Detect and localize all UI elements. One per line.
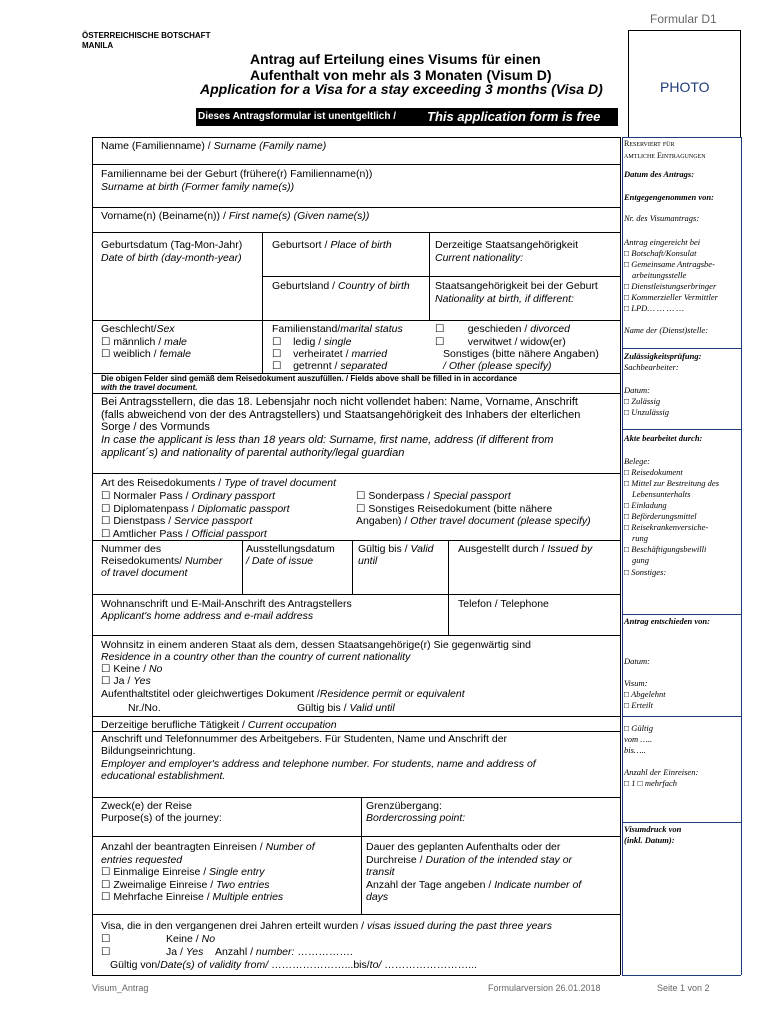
doc-diplomatic-checkbox[interactable]: ☐ Diplomatenpass / Diplomatic passport — [101, 503, 290, 515]
sidebar-sticker-1: Visumdruck von — [624, 824, 682, 834]
title-de-1: Antrag auf Erteilung eines Visums für einen — [250, 51, 541, 67]
minor-label-de-3: Sorge / des Vormunds — [101, 421, 210, 433]
sidebar-lpd-checkbox[interactable]: □ LPD… … … … — [624, 303, 684, 313]
docno-label-3: of travel document — [101, 567, 188, 579]
doc-special-checkbox[interactable]: ☐ Sonderpass / Special passport — [356, 490, 511, 502]
nationality-label-de: Derzeitige Staatsangehörigkeit — [435, 239, 579, 251]
employer-label-en-2: educational establishment. — [101, 770, 226, 782]
permit-valid-label: Gültig bis / Valid until — [297, 702, 395, 714]
issue-date-input[interactable] — [243, 568, 351, 593]
phone-input[interactable] — [449, 611, 619, 634]
sidebar-valid-checkbox[interactable]: □ Gültig — [624, 723, 653, 733]
sidebar-joint-centre-checkbox[interactable]: □ Gemeinsame Antragsbe- — [624, 259, 715, 269]
address-input[interactable] — [93, 623, 447, 634]
sidebar-date: Datum: — [624, 385, 650, 395]
sidebar-admissible-checkbox[interactable]: □ Zulässig — [624, 396, 661, 406]
residence-yes-checkbox[interactable]: ☐ Ja / Yes — [101, 675, 151, 687]
marital-single-checkbox[interactable]: ☐ ledig / single — [272, 336, 352, 348]
duration-label-2: Durchreise / Duration of the intended stay or — [366, 854, 573, 866]
residence-no-checkbox[interactable]: ☐ Keine / No — [101, 663, 163, 675]
issue-date-label-1: Ausstellungsdatum — [246, 543, 335, 555]
sidebar-doc-insurance-checkbox[interactable]: □ Reisekrankenversiche- — [624, 522, 709, 532]
employer-label-en-1: Employer and employer's address and telephone number. For students, name and address of — [101, 758, 536, 770]
birthname-input[interactable] — [93, 194, 619, 206]
address-label-de: Wohnanschrift und E-Mail-Anschrift des Antragstellers — [101, 598, 352, 610]
doc-other-label-2: Angaben) / Other travel document (please specify) — [356, 515, 591, 527]
days-input[interactable] — [362, 904, 619, 913]
permit-label: Aufenthaltstitel oder gleichwertiges Dokument /Residence permit or equivalent — [101, 688, 465, 700]
dob-label-en: Date of birth (day-month-year) — [101, 252, 242, 264]
minor-label-de-2: (falls abweichend von der des Antragstellers) und Staatsangehörigkeit des Inhabers der elterlichen — [101, 409, 581, 421]
entry-two-checkbox[interactable]: ☐ Zweimalige Einreise / Two entries — [101, 879, 270, 891]
surname-label: Name (Familienname) / Surname (Family name) — [101, 140, 327, 152]
form-id: Formular D1 — [650, 12, 717, 26]
address-label-en: Applicant's home address and e-mail address — [101, 610, 314, 622]
doc-ordinary-checkbox[interactable]: ☐ Normaler Pass / Ordinary passport — [101, 490, 275, 502]
sidebar-documents: Belege: — [624, 456, 650, 466]
days-label: Anzahl der Tage angeben / Indicate number of — [366, 879, 582, 891]
sidebar-decided-by: Antrag entschieden von: — [624, 616, 710, 626]
doc-official-checkbox[interactable]: ☐ Amtlicher Pass / Official passport — [101, 528, 267, 540]
free-banner-en: This application form is free — [427, 109, 601, 124]
docno-label-2: Reisedokuments/ Number — [101, 555, 223, 567]
sidebar-embassy-checkbox[interactable]: □ Botschaft/Konsulat — [624, 248, 697, 258]
minor-label-de-1: Bei Antragsstellern, die das 18. Lebensjahr noch nicht vollendet haben: Name, Vorname, Anschrift — [101, 396, 578, 408]
sidebar-doc-travel-checkbox[interactable]: □ Reisedokument — [624, 467, 683, 477]
sidebar-valid-to: bis….. — [624, 745, 646, 755]
birthname-label-de: Familienname bei der Geburt (frühere(r) Familienname(n)) — [101, 168, 373, 180]
sidebar-doc-other-checkbox[interactable]: □ Sonstiges: — [624, 567, 667, 577]
employer-label-de-1: Anschrift und Telefonnummer des Arbeitgebers. Für Studenten, Name und Anschrift der — [101, 733, 508, 745]
prev-visa-no-label: Keine / No — [166, 933, 216, 945]
dob-label-de: Geburtsdatum (Tag-Mon-Jahr) — [101, 239, 243, 251]
guardian-input[interactable] — [93, 460, 619, 472]
prev-visa-yes-label: Ja / Yes Anzahl / number: ……………. — [166, 946, 353, 958]
sidebar-reserved-1: Reserviert für — [624, 139, 675, 148]
nationality-input[interactable] — [430, 265, 619, 275]
sidebar-entries-checkbox[interactable]: □ 1 □ mehrfach — [624, 778, 677, 788]
footer-form-name: Visum_Antrag — [92, 983, 149, 993]
valid-until-label-2: until — [358, 555, 378, 567]
doc-service-checkbox[interactable]: ☐ Dienstpass / Service passport — [101, 515, 253, 527]
sex-label: Geschlecht/Sex — [101, 323, 175, 335]
phone-label: Telefon / Telephone — [458, 598, 549, 610]
marital-other-label-en: / Other (please specify) — [443, 360, 552, 372]
valid-until-input[interactable] — [353, 568, 447, 593]
sidebar-office-name: Name der (Dienst)stelle: — [624, 325, 709, 335]
occupation-label: Derzeitige berufliche Tätigkeit / Current occupation — [101, 719, 337, 731]
sidebar-submitted-at: Antrag eingereicht bei — [624, 237, 701, 247]
birthname-label-en: Surname at birth (Former family name(s)) — [101, 181, 295, 193]
footer-page: Seite 1 von 2 — [657, 983, 710, 993]
prev-visa-yes-checkbox[interactable]: ☐ — [101, 946, 111, 958]
issue-date-label-2: / Date of issue — [246, 555, 314, 567]
nationality-label-en: Current nationality: — [435, 252, 524, 264]
entry-single-checkbox[interactable]: ☐ Einmalige Einreise / Single entry — [101, 866, 265, 878]
embassy-city: MANILA — [82, 41, 114, 50]
travel-doc-type-label: Art des Reisedokuments / Type of travel document — [101, 477, 337, 489]
minor-label-en-1: In case the applicant is less than 18 years old: Surname, first name, address (if different from — [101, 434, 554, 446]
issued-by-input[interactable] — [449, 556, 619, 593]
entry-multiple-checkbox[interactable]: ☐ Mehrfache Einreise / Multiple entries — [101, 891, 284, 903]
days-label-2: days — [366, 891, 389, 903]
border-input[interactable] — [362, 825, 619, 835]
purpose-input[interactable] — [93, 825, 360, 835]
free-banner-de: Dieses Antragsformular ist unentgeltlich / — [198, 111, 397, 122]
entries-label: Anzahl der beantragten Einreisen / Number of — [101, 841, 315, 853]
entries-label-2: entries requested — [101, 854, 183, 866]
docno-input[interactable] — [93, 580, 241, 593]
sidebar-application-number: Nr. des Visumantrags: — [624, 213, 700, 223]
sidebar-joint-centre-label: arbeitungsstelle — [632, 270, 687, 280]
sidebar-doc-means-label: Lebensunterhalts — [632, 489, 691, 499]
marital-divorced-checkbox[interactable]: ☐ geschieden / divorced — [435, 323, 570, 335]
sidebar-valid-from: vom ….. — [624, 734, 653, 744]
valid-until-label: Gültig bis / Valid — [358, 543, 434, 555]
marital-other-checkbox[interactable]: Sonstiges (bitte nähere Angaben) — [443, 348, 599, 360]
doc-other-checkbox[interactable]: ☐ Sonstiges Reisedokument (bitte nähere — [356, 503, 553, 515]
sidebar-inadmissible-checkbox[interactable]: □ Unzulässig — [624, 407, 670, 417]
sidebar-doc-means-checkbox[interactable]: □ Mittel zur Bestreitung des — [624, 478, 720, 488]
prev-visa-label: Visa, die in den vergangenen drei Jahren erteilt wurden / visas issued during the past three years — [101, 920, 553, 932]
permit-number-label: Nr./No. — [128, 702, 161, 714]
minor-label-en-2: applicant´s) and nationality of parental authority/legal guardian — [101, 447, 405, 459]
issued-by-label: Ausgestellt durch / Issued by — [458, 543, 593, 555]
border-label-de: Grenzübergang: — [366, 800, 442, 812]
marital-label: Familienstand/marital status — [272, 323, 403, 335]
travel-doc-note-1: Die obigen Felder sind gemäß dem Reisedokument auszufüllen. / Fields above shall be filled in in accordance — [101, 374, 518, 383]
travel-doc-note-2: with the travel document. — [101, 383, 198, 392]
sidebar-date-2: Datum: — [624, 656, 650, 666]
sidebar-sticker-2: (inkl. Datum): — [624, 835, 675, 845]
sidebar-visa: Visum: — [624, 678, 648, 688]
title-en: Application for a Visa for a stay exceeding 3 months (Visa D) — [200, 81, 603, 97]
sidebar-doc-insurance-label: rung — [632, 533, 649, 543]
marital-widow-checkbox[interactable]: ☐ verwitwet / widow(er) — [435, 336, 566, 348]
residence-label-de: Wohnsitz in einem anderen Staat als dem, dessen Staatsangehörige(r) Sie gegenwärtig sind — [101, 639, 531, 651]
sidebar-officer: Sachbearbeiter: — [624, 362, 679, 372]
nationality-birth-input[interactable] — [430, 306, 619, 319]
free-banner — [196, 108, 618, 126]
border-label-en: Bordercrossing point: — [366, 812, 466, 824]
purpose-label-de: Zweck(e) der Reise — [101, 800, 193, 812]
docno-label-1: Nummer des — [101, 543, 162, 555]
pob-input[interactable] — [263, 252, 428, 275]
duration-label-3: transit — [366, 866, 395, 878]
surname-input[interactable] — [93, 152, 619, 163]
sex-female-checkbox[interactable]: ☐ weiblich / female — [101, 348, 191, 360]
sidebar-admissibility: Zulässigkeitsprüfung: — [624, 351, 702, 361]
sidebar-doc-transport-checkbox[interactable]: □ Beförderungsmittel — [624, 511, 697, 521]
photo-label: PHOTO — [660, 79, 710, 95]
photo-box[interactable] — [628, 30, 741, 138]
employer-label-de-2: Bildungseinrichtung. — [101, 745, 196, 757]
sidebar-refused-checkbox[interactable]: □ Abgelehnt — [624, 689, 666, 699]
sidebar-file-handled-by: Akte bearbeitet durch: — [624, 433, 703, 443]
firstname-input[interactable] — [93, 222, 619, 231]
marital-married-checkbox[interactable]: ☐ verheiratet / married — [272, 348, 388, 360]
duration-label-1: Dauer des geplanten Aufenthalts oder der — [366, 841, 561, 853]
residence-label-en: Residence in a country other than the country of current nationality — [101, 651, 411, 663]
nationality-birth-label-de: Staatsangehörigkeit bei der Geburt — [435, 280, 598, 292]
prev-visa-no-checkbox[interactable]: ☐ — [101, 933, 111, 945]
purpose-label-en: Purpose(s) of the journey: — [101, 812, 222, 824]
cob-label: Geburtsland / Country of birth — [272, 280, 410, 292]
sidebar-doc-invitation-checkbox[interactable]: □ Einladung — [624, 500, 667, 510]
marital-separated-checkbox[interactable]: ☐ getrennt / separated — [272, 360, 388, 372]
title-de-2: Aufenthalt von mehr als 3 Monaten (Visum D) — [250, 67, 552, 83]
sidebar-intermediary-checkbox[interactable]: □ Kommerzieller Vermittler — [624, 292, 718, 302]
embassy-name: ÖSTERREICHISCHE BOTSCHAFT — [82, 31, 211, 40]
employer-input[interactable] — [93, 783, 619, 796]
pob-label: Geburtsort / Place of birth — [272, 239, 392, 251]
sidebar-date-application: Datum des Antrags: — [624, 169, 695, 179]
firstname-label: Vorname(n) (Beiname(n)) / First name(s) (Given name(s)) — [101, 210, 370, 222]
sidebar-issued-checkbox[interactable]: □ Erteilt — [624, 700, 653, 710]
sidebar-reserved-2: amtliche Eintragungen — [624, 151, 706, 160]
sidebar-received-by: Entgegengenommen von: — [624, 192, 714, 202]
sex-male-checkbox[interactable]: ☐ männlich / male — [101, 336, 187, 348]
sidebar-entries: Anzahl der Einreisen: — [624, 767, 699, 777]
nationality-birth-label-en: Nationality at birth, if different: — [435, 293, 574, 305]
sidebar-doc-employment-label: gung — [632, 555, 649, 565]
sidebar-provider-checkbox[interactable]: □ Dienstleistungserbringer — [624, 281, 717, 291]
prev-visa-validity: Gültig von/Date(s) of validity from/ …………………...bis/to/ ……………………... — [110, 959, 478, 971]
dob-input[interactable] — [93, 266, 261, 319]
footer-version: Formularversion 26.01.2018 — [488, 983, 601, 993]
cob-input[interactable] — [263, 294, 428, 319]
sidebar-doc-employment-checkbox[interactable]: □ Beschäftigungsbewilli — [624, 544, 707, 554]
